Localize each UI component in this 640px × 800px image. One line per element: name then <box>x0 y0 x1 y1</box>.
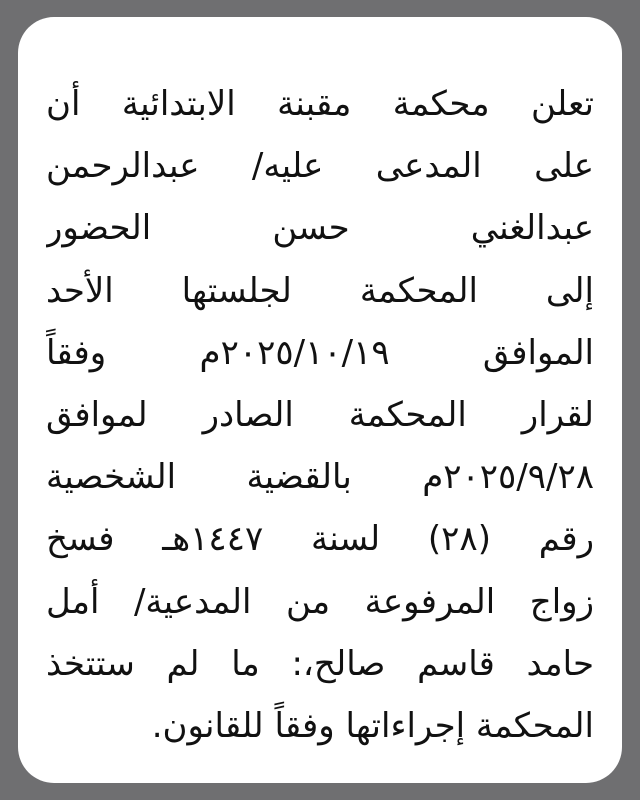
notice-line-1: تعلن محكمة مقبنة الابتدائية أن <box>46 84 594 124</box>
notice-line-6: لقرار المحكمة الصادر لموافق <box>46 394 594 435</box>
notice-line-11: المحكمة إجراءاتها وفقاً للقانون. <box>151 705 594 746</box>
notice-card <box>18 17 622 783</box>
notice-line-5: الموافق ٢٠٢٥/١٠/١٩م وفقاً <box>46 332 594 373</box>
notice-line-8: رقم (٢٨) لسنة ١٤٤٧هـ فسخ <box>46 519 594 560</box>
notice-line-9: زواج المرفوعة من المدعية/ أمل <box>46 581 594 622</box>
notice-line-2: على المدعى عليه/ عبدالرحمن <box>46 146 594 187</box>
notice-line-7: ٢٠٢٥/٩/٢٨م بالقضية الشخصية <box>46 457 594 498</box>
notice-line-4: إلى المحكمة لجلستها الأحد <box>46 270 594 311</box>
notice-line-10: حامد قاسم صالح،: ما لم ستتخذ <box>46 643 594 684</box>
notice-line-3: عبدالغني حسن الحضور <box>46 208 594 249</box>
notice-body <box>46 73 594 757</box>
